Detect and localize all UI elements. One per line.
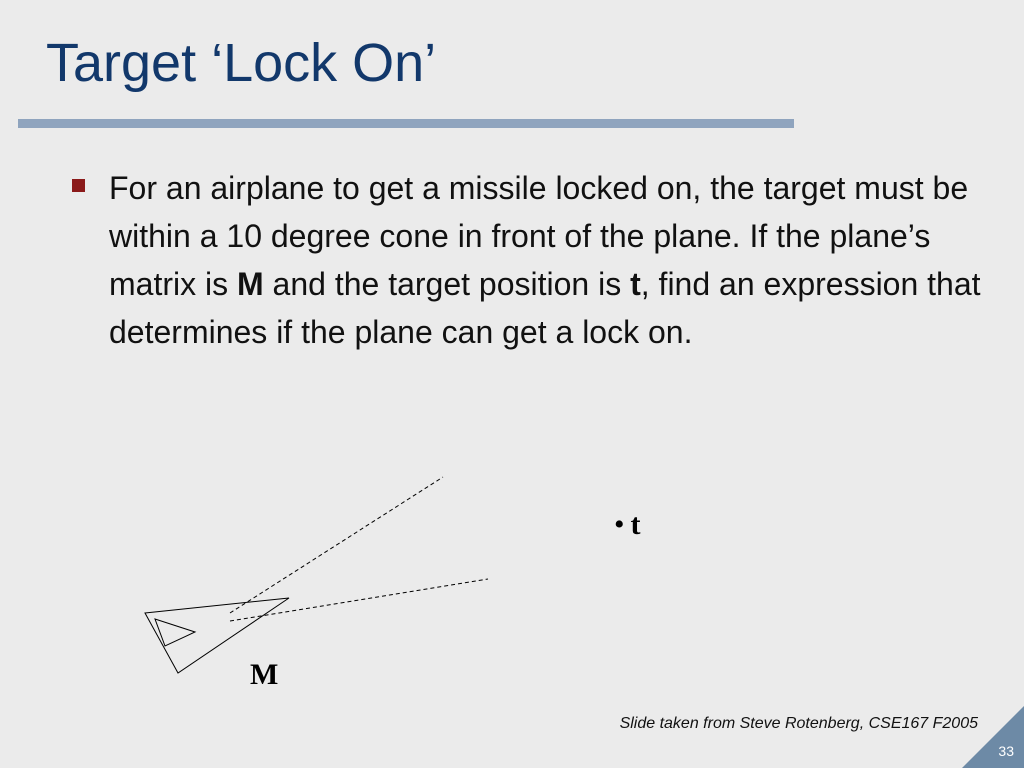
plane-matrix-label: M (250, 658, 279, 691)
bullet-text-part-1: For an airplane to get a missile locked on, the target must be within a 10 degree cone in front of the plane. If the plane’s matrix is (109, 170, 969, 302)
page-number: 33 (998, 743, 1014, 759)
target-point-icon: • (614, 508, 625, 541)
corner-decoration (962, 706, 1024, 768)
target-letter: t (630, 508, 641, 541)
slide-credit: Slide taken from Steve Rotenberg, CSE167 F2005 (619, 715, 978, 732)
bullet-text-part-3: , find an expression that determines if the plane can get a lock on. (109, 266, 981, 350)
matrix-symbol-M: M (237, 266, 264, 302)
cone-upper-boundary (230, 477, 443, 613)
slide-title: Target ‘Lock On’ (46, 33, 437, 93)
target-symbol-t: t (630, 266, 641, 302)
target-label (614, 508, 641, 542)
bullet-text-part-2: and the target position is (263, 266, 631, 302)
